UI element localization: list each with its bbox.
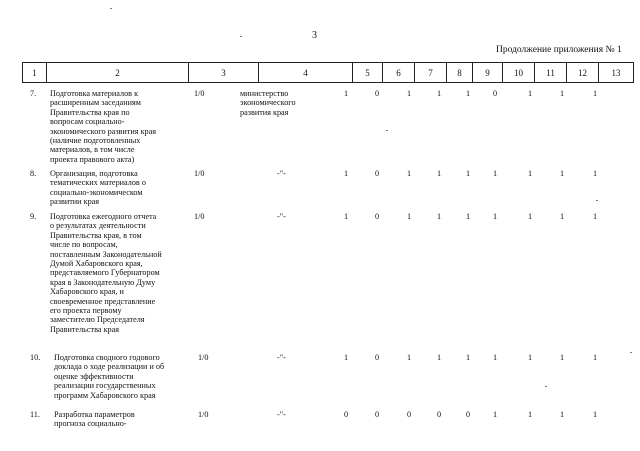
row-executor: -"- xyxy=(277,212,286,221)
header-cell: 8 xyxy=(447,63,473,83)
continuation-caption: Продолжение приложения № 1 xyxy=(496,45,622,55)
row-name: Подготовка ежегодного отчета о результатах деятельности Правительства края, в том числе по вопросам, поставленным Законодательной Думой Хабаровского края, представляемого Губернатором края в Законодательную Думу Хабаровского края, и своевременное представление его проекта первому заместителю Председателя Правительства края xyxy=(50,212,162,334)
value-cell: 1 xyxy=(406,353,412,362)
value-cell: 0 xyxy=(374,353,380,362)
row-executor: министерство экономического развития края xyxy=(240,89,296,117)
value-cell: 1 xyxy=(527,89,533,98)
header-cell: 7 xyxy=(415,63,447,83)
header-cell: 6 xyxy=(383,63,415,83)
row-number: 11. xyxy=(30,410,40,419)
header-cell: 9 xyxy=(473,63,503,83)
value-cell: 0 xyxy=(374,212,380,221)
value-cell: 1 xyxy=(492,353,498,362)
row-executor: -"- xyxy=(277,410,286,419)
row-name: Разработка параметров прогноза социально- xyxy=(54,410,135,429)
value-cell: 1 xyxy=(527,212,533,221)
scan-speck xyxy=(240,36,242,37)
scan-speck xyxy=(596,200,598,201)
value-cell: 1 xyxy=(465,212,471,221)
value-cell: 0 xyxy=(492,89,498,98)
value-cell: 1 xyxy=(436,89,442,98)
header-cell: 13 xyxy=(599,63,634,83)
value-cell: 1 xyxy=(343,353,349,362)
value-cell: 1 xyxy=(559,169,565,178)
value-cell: 1 xyxy=(559,89,565,98)
row-unit: 1/0 xyxy=(194,169,205,178)
value-cell: 1 xyxy=(527,410,533,419)
scan-speck xyxy=(110,8,112,9)
value-cell: 1 xyxy=(592,169,598,178)
value-cell: 1 xyxy=(527,169,533,178)
value-cell: 1 xyxy=(592,89,598,98)
value-cell: 1 xyxy=(465,169,471,178)
value-cell: 0 xyxy=(436,410,442,419)
header-cell: 3 xyxy=(189,63,259,83)
scan-speck xyxy=(630,352,632,353)
header-cell: 10 xyxy=(503,63,535,83)
value-cell: 1 xyxy=(436,212,442,221)
value-cell: 1 xyxy=(406,169,412,178)
row-executor: -"- xyxy=(277,169,286,178)
value-cell: 1 xyxy=(343,89,349,98)
value-cell: 1 xyxy=(465,353,471,362)
value-cell: 0 xyxy=(343,410,349,419)
row-unit: 1/0 xyxy=(198,353,209,362)
value-cell: 0 xyxy=(465,410,471,419)
value-cell: 1 xyxy=(527,353,533,362)
value-cell: 1 xyxy=(559,410,565,419)
value-cell: 1 xyxy=(436,169,442,178)
column-header-table xyxy=(22,62,634,83)
value-cell: 0 xyxy=(374,169,380,178)
row-name: Организация, подготовка тематических материалов о социально-экономическом развитии края xyxy=(50,169,146,207)
value-cell: 1 xyxy=(343,169,349,178)
value-cell: 1 xyxy=(492,212,498,221)
value-cell: 1 xyxy=(343,212,349,221)
value-cell: 1 xyxy=(559,212,565,221)
value-cell: 1 xyxy=(406,212,412,221)
row-name: Подготовка материалов к расширенным заседаниям Правительства края по вопросам социально-экономического развития края (наличие подготовленных материалов, в том числе проекта правового акта) xyxy=(50,89,157,164)
header-cell: 4 xyxy=(259,63,353,83)
header-cell: 2 xyxy=(47,63,189,83)
scan-speck xyxy=(545,386,547,387)
row-number: 7. xyxy=(30,89,37,98)
value-cell: 0 xyxy=(374,410,380,419)
row-number: 10. xyxy=(30,353,41,362)
value-cell: 1 xyxy=(592,353,598,362)
header-cell: 5 xyxy=(353,63,383,83)
value-cell: 1 xyxy=(492,169,498,178)
value-cell: 0 xyxy=(374,89,380,98)
header-row xyxy=(23,63,634,83)
row-number: 9. xyxy=(30,212,37,221)
header-cell: 12 xyxy=(567,63,599,83)
row-unit: 1/0 xyxy=(194,89,205,98)
page-number: 3 xyxy=(312,30,317,41)
value-cell: 1 xyxy=(592,212,598,221)
value-cell: 1 xyxy=(559,353,565,362)
header-cell: 11 xyxy=(535,63,567,83)
value-cell: 1 xyxy=(465,89,471,98)
value-cell: 1 xyxy=(406,89,412,98)
value-cell: 1 xyxy=(592,410,598,419)
row-unit: 1/0 xyxy=(194,212,205,221)
value-cell: 0 xyxy=(406,410,412,419)
value-cell: 1 xyxy=(492,410,498,419)
row-name: Подготовка сводного годового доклада о ходе реализации и об оценке эффективности реализации государственных программ Хабаровского края xyxy=(54,353,165,400)
row-number: 8. xyxy=(30,169,37,178)
scan-speck xyxy=(386,130,388,131)
row-unit: 1/0 xyxy=(198,410,209,419)
row-executor: -"- xyxy=(277,353,286,362)
value-cell: 1 xyxy=(436,353,442,362)
header-cell: 1 xyxy=(23,63,47,83)
